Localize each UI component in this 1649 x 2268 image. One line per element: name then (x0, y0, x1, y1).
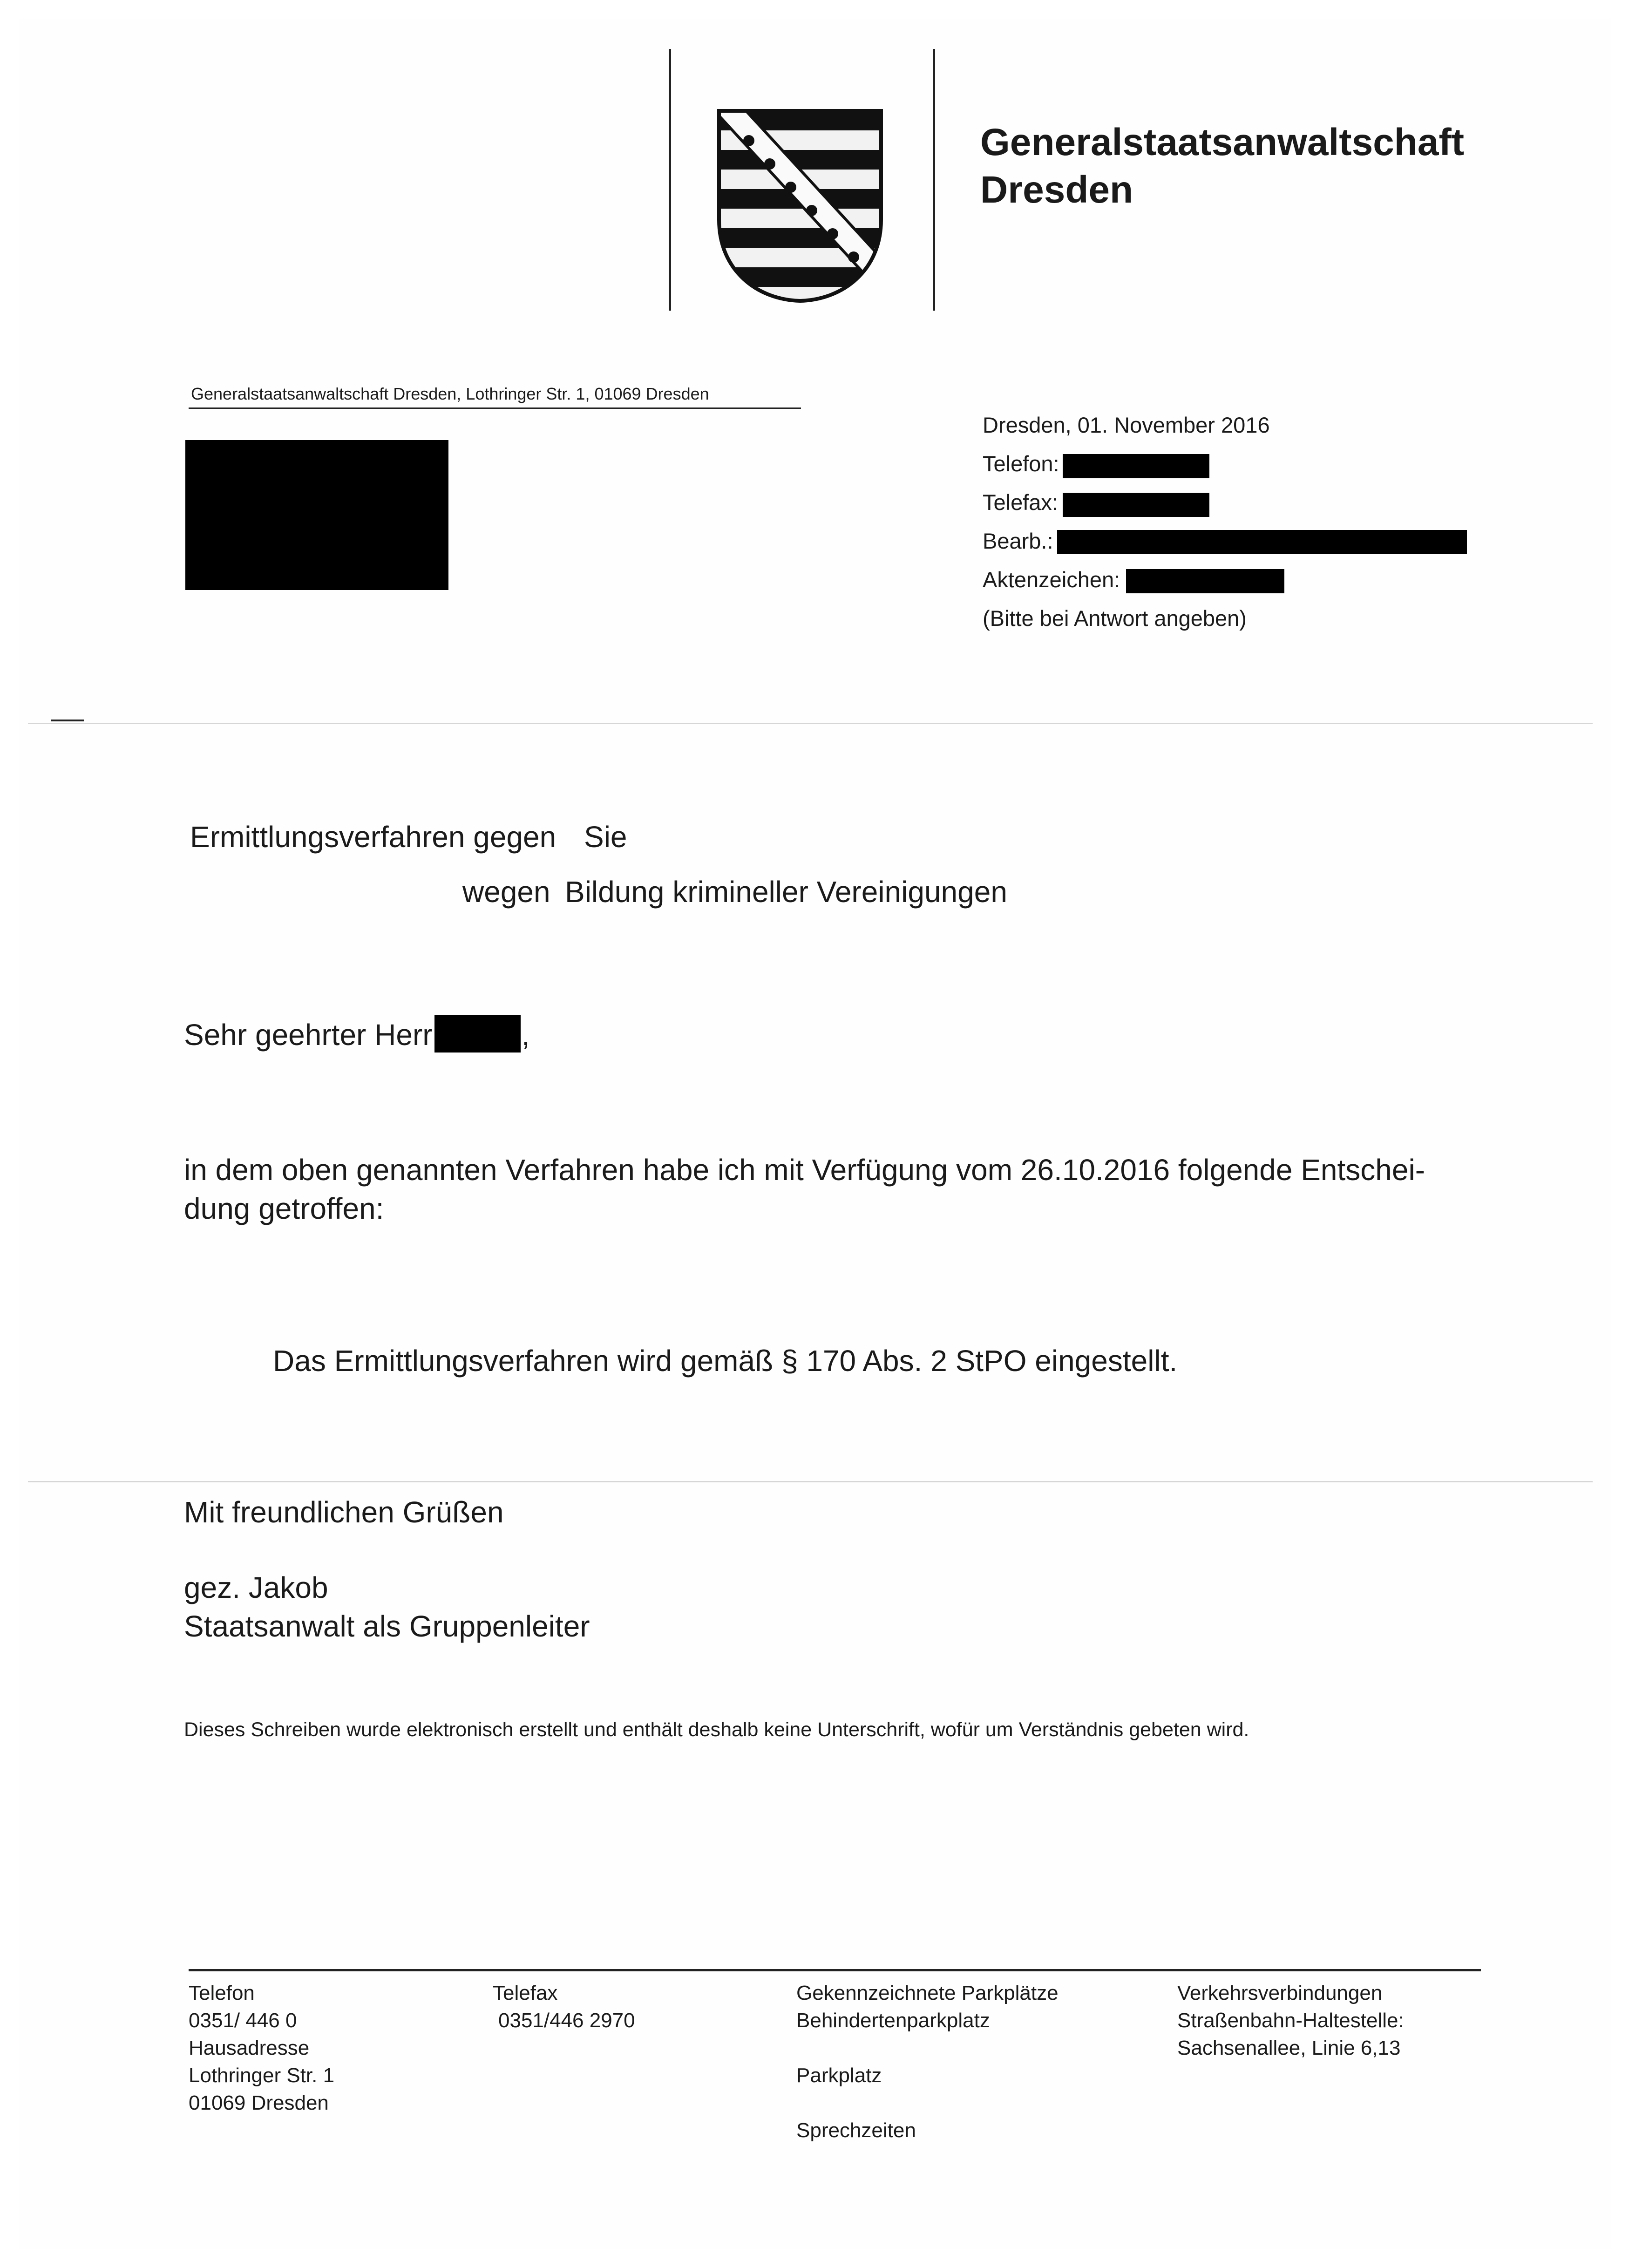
footer-tram-value: Sachsenallee, Linie 6,13 (1177, 2037, 1401, 2059)
fold-line-lower (28, 1481, 1593, 1482)
file-number-note: (Bitte bei Antwort angeben) (983, 606, 1247, 631)
footer-phone-label: Telefon (189, 1982, 255, 2004)
file-number-redaction (1126, 569, 1284, 593)
recipient-address-redaction (185, 440, 448, 590)
fax-label: Telefax: (983, 490, 1058, 515)
footer-transport-label: Verkehrsverbindungen (1177, 1982, 1383, 2004)
footer-contact (189, 1979, 334, 2117)
subject-value-1: Sie (584, 820, 627, 854)
fold-mark (51, 720, 84, 721)
footer-parking-label: Gekennzeichnete Parkplätze (796, 1982, 1059, 2004)
footer-rule (189, 1969, 1481, 1971)
recipient-name-redaction (434, 1015, 521, 1053)
footer-phone-value: 0351/ 446 0 (189, 2009, 297, 2032)
footer-fax-label: Telefax (493, 1982, 558, 2004)
header-divider-left (669, 49, 671, 311)
decision-text: Das Ermittlungsverfahren wird gemäß § 170 Abs. 2 StPO eingestellt. (273, 1344, 1178, 1378)
footer-fax (493, 1979, 635, 2034)
file-number-label: Aktenzeichen: (983, 567, 1120, 592)
footer-address-city: 01069 Dresden (189, 2091, 329, 2114)
footer-fax-value: 0351/446 2970 (498, 2009, 635, 2032)
phone-redaction (1063, 454, 1209, 478)
salutation: Sehr geehrter Herr (184, 1018, 433, 1052)
header-divider-right (933, 49, 935, 311)
authority-name (980, 119, 1464, 214)
authority-name-line1: Generalstaatsanwaltschaft (980, 121, 1465, 163)
footer-parking-disabled: Behindertenparkplatz (796, 2009, 990, 2032)
phone-label: Telefon: (983, 451, 1059, 476)
footer-transport (1177, 1979, 1404, 2062)
intro-line-1: in dem oben genannten Verfahren habe ich mit Verfügung vom 26.10.2016 folgende Entschei- (184, 1153, 1425, 1187)
authority-name-line2: Dresden (980, 169, 1133, 211)
electronic-notice: Dieses Schreiben wurde elektronisch erstellt und enthält deshalb keine Unterschrift, wofür um Verständnis gebeten wird. (184, 1718, 1249, 1741)
footer-parking (796, 1979, 1059, 2144)
footer-address-label: Hausadresse (189, 2037, 310, 2059)
handler-label: Bearb.: (983, 529, 1053, 553)
subject-value-2: Bildung krimineller Vereinigungen (565, 875, 1007, 909)
saxony-coat-of-arms-icon (716, 108, 884, 304)
handler-redaction (1057, 530, 1467, 554)
sender-address-underline (189, 407, 801, 409)
footer-office-hours: Sprechzeiten (796, 2119, 916, 2142)
intro-line-2: dung getroffen: (184, 1192, 384, 1225)
letter-date: Dresden, 01. November 2016 (983, 413, 1270, 437)
signature-title: Staatsanwalt als Gruppenleiter (184, 1609, 590, 1643)
letter-page (19, 19, 1611, 2249)
subject-label-2: wegen (462, 875, 550, 909)
fold-line-upper (28, 723, 1593, 724)
signature-name: gez. Jakob (184, 1571, 328, 1604)
sender-address-line: Generalstaatsanwaltschaft Dresden, Lothringer Str. 1, 01069 Dresden (191, 384, 709, 403)
closing: Mit freundlichen Grüßen (184, 1495, 504, 1529)
footer-address-street: Lothringer Str. 1 (189, 2064, 335, 2087)
salutation-comma: , (522, 1018, 530, 1052)
footer-tram-label: Straßenbahn-Haltestelle: (1177, 2009, 1404, 2032)
subject-label-1: Ermittlungsverfahren gegen (190, 820, 556, 854)
fax-redaction (1063, 493, 1209, 517)
footer-parking: Parkplatz (796, 2064, 882, 2087)
